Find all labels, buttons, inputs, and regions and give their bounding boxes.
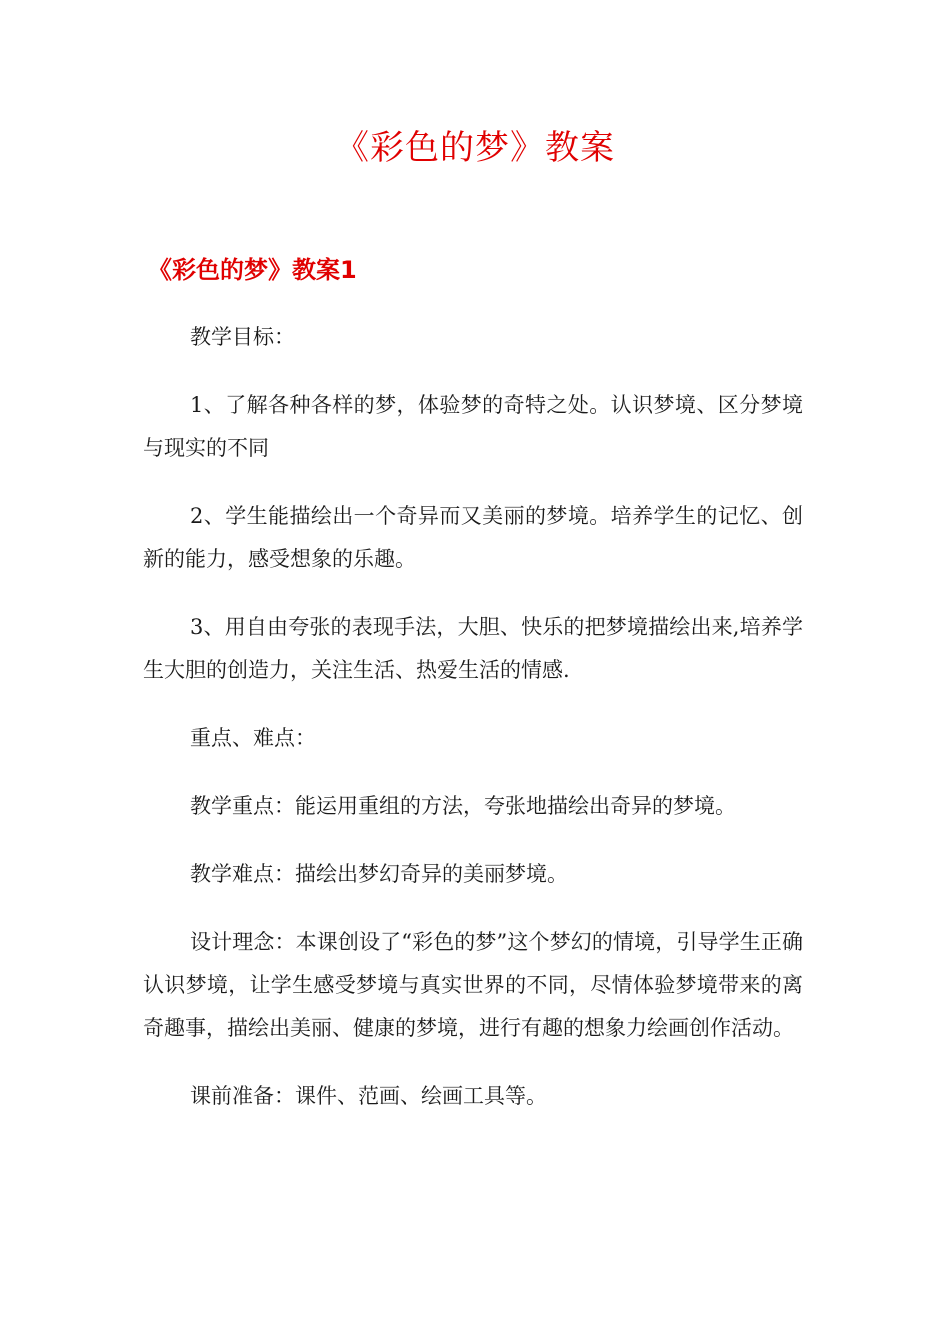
paragraph-difficult-point: 教学难点：描绘出梦幻奇异的美丽梦境。 [190, 862, 568, 886]
document-title: 《彩色的梦》教案 [335, 128, 615, 168]
paragraph-design-concept: 设计理念：本课创设了“彩色的梦”这个梦幻的情境，引导学生正确认识梦境，让学生感受梦境与真实世界的不同，尽情体验梦境带来的离奇趣事，描绘出美丽、健康的梦境，进行有趣的想象力绘画创作活动。 [143, 930, 803, 1040]
section-heading: 《彩色的梦》教案1 [148, 256, 357, 284]
paragraph-objective-3: 3、用自由夸张的表现手法，大胆、快乐的把梦境描绘出来,培养学生大胆的创造力，关注生活、热爱生活的情感. [143, 615, 803, 682]
paragraph-objective-2: 2、学生能描绘出一个奇异而又美丽的梦境。培养学生的记忆、创新的能力，感受想象的乐趣。 [143, 504, 803, 571]
paragraph-key-point: 教学重点：能运用重组的方法，夸张地描绘出奇异的梦境。 [190, 794, 736, 818]
paragraph-preparation: 课前准备：课件、范画、绘画工具等。 [190, 1084, 547, 1108]
paragraph-key-points-label: 重点、难点： [190, 726, 316, 750]
paragraph-objectives-label: 教学目标： [190, 325, 295, 349]
paragraph-objective-1: 1、了解各种各样的梦，体验梦的奇特之处。认识梦境、区分梦境与现实的不同 [143, 393, 803, 460]
document-body [143, 316, 803, 1143]
